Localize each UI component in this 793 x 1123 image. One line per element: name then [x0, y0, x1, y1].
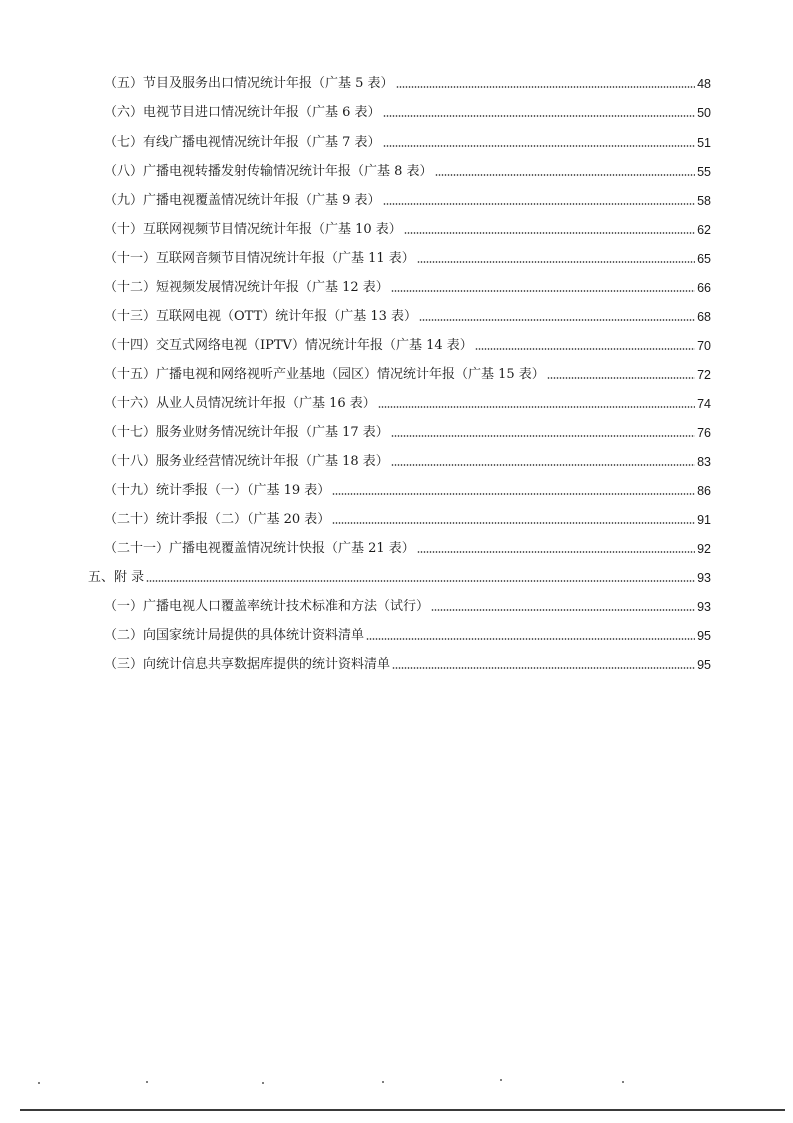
dot-leader	[392, 666, 695, 670]
dot-leader	[419, 318, 695, 322]
scan-speck	[622, 1081, 624, 1083]
toc-entry[interactable]	[0, 272, 793, 296]
toc-entry-title: （十八）服务业经营情况统计年报（广基 18 表）	[104, 454, 389, 469]
toc-entry[interactable]	[0, 620, 793, 644]
toc-entry-page: 95	[697, 658, 711, 672]
toc-entry-title: （二）向国家统计局提供的具体统计资料清单	[104, 628, 365, 643]
toc-entry[interactable]	[0, 185, 793, 209]
dot-leader	[417, 550, 695, 554]
toc-entry-title: （十三）互联网电视（OTT）统计年报（广基 13 表）	[104, 309, 418, 324]
scan-speck	[38, 1082, 40, 1084]
toc-entry-title: （七）有线广播电视情况统计年报（广基 7 表）	[104, 135, 381, 150]
toc-entry-page: 72	[697, 368, 711, 382]
dot-leader	[391, 289, 695, 293]
toc-entry-page: 55	[697, 165, 711, 179]
toc-entry-page: 83	[697, 455, 711, 469]
toc-entry-page: 58	[697, 194, 711, 208]
dot-leader	[383, 202, 696, 206]
toc-entry-page: 66	[697, 281, 711, 295]
toc-entry-page: 74	[697, 397, 711, 411]
toc-entry[interactable]	[0, 388, 793, 412]
toc-section-title: 五、附 录	[88, 570, 145, 585]
scan-speck	[262, 1082, 264, 1084]
toc-entry-page: 86	[697, 484, 711, 498]
toc-entry-page: 50	[697, 106, 711, 120]
dot-leader	[366, 637, 695, 641]
dot-leader	[417, 260, 695, 264]
toc-entry[interactable]	[0, 301, 793, 325]
toc-entry[interactable]	[0, 156, 793, 180]
toc-entry-title: （十四）交互式网络电视（IPTV）情况统计年报（广基 14 表）	[104, 338, 473, 353]
toc-entry-page: 62	[697, 223, 711, 237]
toc-entry-title: （十七）服务业财务情况统计年报（广基 17 表）	[104, 425, 389, 440]
toc-entry-title: （十一）互联网音频节目情况统计年报（广基 11 表）	[104, 251, 415, 266]
toc-entry[interactable]	[0, 649, 793, 673]
toc-entry-page: 76	[697, 426, 711, 440]
toc-entry-title: （三）向统计信息共享数据库提供的统计资料清单	[104, 657, 391, 672]
scan-speck	[500, 1079, 502, 1081]
dot-leader	[547, 376, 695, 380]
toc-entry-title: （十）互联网视频节目情况统计年报（广基 10 表）	[104, 222, 402, 237]
toc-entry-title: （二十一）广播电视覆盖情况统计快报（广基 21 表）	[104, 541, 415, 556]
toc-entry[interactable]	[0, 127, 793, 151]
toc-entry-title: （十六）从业人员情况统计年报（广基 16 表）	[104, 396, 376, 411]
dot-leader	[383, 144, 696, 148]
dot-leader	[146, 579, 695, 583]
toc-entry[interactable]	[0, 243, 793, 267]
toc-entry-page: 48	[697, 77, 711, 91]
dot-leader	[332, 492, 695, 496]
toc-entry-page: 51	[697, 136, 711, 150]
toc-entry[interactable]	[0, 591, 793, 615]
toc-entry[interactable]	[0, 97, 793, 121]
toc-entry[interactable]	[0, 533, 793, 557]
dot-leader	[391, 463, 695, 467]
toc-entry[interactable]	[0, 417, 793, 441]
toc-entry-title: （八）广播电视转播发射传输情况统计年报（广基 8 表）	[104, 164, 433, 179]
dot-leader	[435, 173, 696, 177]
toc-entry[interactable]	[0, 330, 793, 354]
toc-entry-title: （十五）广播电视和网络视听产业基地（园区）情况统计年报（广基 15 表）	[104, 367, 545, 382]
toc-entry-title: （十二）短视频发展情况统计年报（广基 12 表）	[104, 280, 389, 295]
dot-leader	[332, 521, 695, 525]
toc-entry-page: 93	[697, 571, 711, 585]
toc-entry[interactable]	[0, 214, 793, 238]
scan-speck	[146, 1081, 148, 1083]
toc-entry-title: （一）广播电视人口覆盖率统计技术标准和方法（试行）	[104, 599, 430, 614]
toc-entry-section[interactable]	[0, 562, 793, 586]
toc-entry-title: （五）节目及服务出口情况统计年报（广基 5 表）	[104, 76, 394, 91]
dot-leader	[431, 608, 695, 612]
scan-edge-line	[20, 1109, 785, 1111]
dot-leader	[391, 434, 695, 438]
toc-entry-page: 91	[697, 513, 711, 527]
toc-entry[interactable]	[0, 68, 793, 92]
dot-leader	[378, 405, 695, 409]
toc-entry-page: 65	[697, 252, 711, 266]
toc-entry-page: 93	[697, 600, 711, 614]
toc-entry-title: （二十）统计季报（二）（广基 20 表）	[104, 512, 331, 527]
dot-leader	[383, 114, 696, 118]
toc-entry-page: 95	[697, 629, 711, 643]
toc-entry[interactable]	[0, 359, 793, 383]
toc-entry-title: （六）电视节目进口情况统计年报（广基 6 表）	[104, 105, 381, 120]
toc-entry-title: （十九）统计季报（一）（广基 19 表）	[104, 483, 331, 498]
toc-entry[interactable]	[0, 504, 793, 528]
toc-entry-page: 70	[697, 339, 711, 353]
dot-leader	[396, 85, 696, 89]
dot-leader	[404, 231, 695, 235]
toc-entry-page: 92	[697, 542, 711, 556]
scan-speck	[382, 1081, 384, 1083]
toc-entry[interactable]	[0, 446, 793, 470]
dot-leader	[475, 347, 695, 351]
toc-entry-title: （九）广播电视覆盖情况统计年报（广基 9 表）	[104, 193, 381, 208]
toc-entry-page: 68	[697, 310, 711, 324]
toc-entry[interactable]	[0, 475, 793, 499]
